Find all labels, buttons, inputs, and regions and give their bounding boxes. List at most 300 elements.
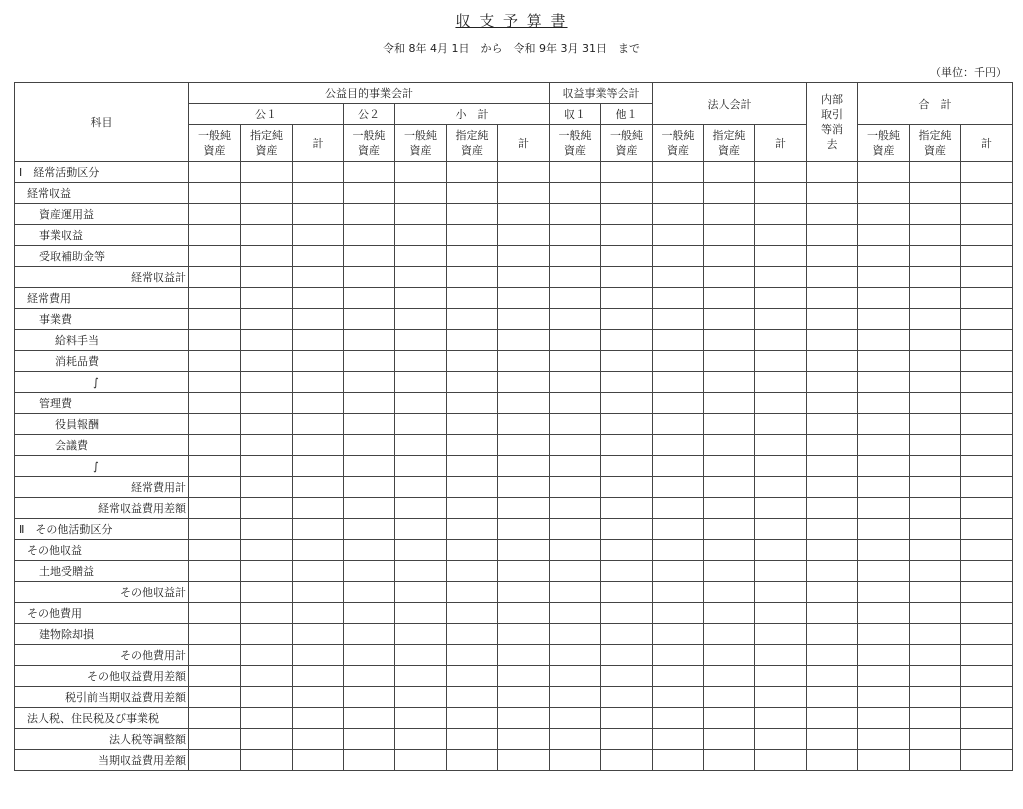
amount-cell[interactable] bbox=[395, 246, 447, 267]
amount-cell[interactable] bbox=[498, 351, 550, 372]
amount-cell[interactable] bbox=[601, 330, 653, 351]
amount-cell[interactable] bbox=[293, 645, 344, 666]
amount-cell[interactable] bbox=[755, 666, 807, 687]
amount-cell[interactable] bbox=[910, 666, 961, 687]
amount-cell[interactable] bbox=[293, 624, 344, 645]
amount-cell[interactable] bbox=[395, 645, 447, 666]
amount-cell[interactable] bbox=[498, 204, 550, 225]
amount-cell[interactable] bbox=[550, 729, 601, 750]
amount-cell[interactable] bbox=[189, 183, 241, 204]
amount-cell[interactable] bbox=[550, 267, 601, 288]
amount-cell[interactable] bbox=[293, 225, 344, 246]
amount-cell[interactable] bbox=[293, 582, 344, 603]
amount-cell[interactable] bbox=[858, 666, 910, 687]
amount-cell[interactable] bbox=[601, 540, 653, 561]
amount-cell[interactable] bbox=[961, 645, 1013, 666]
amount-cell[interactable] bbox=[447, 561, 498, 582]
amount-cell[interactable] bbox=[498, 561, 550, 582]
amount-cell[interactable] bbox=[241, 183, 293, 204]
amount-cell[interactable] bbox=[653, 372, 704, 393]
amount-cell[interactable] bbox=[293, 162, 344, 183]
amount-cell[interactable] bbox=[447, 498, 498, 519]
amount-cell[interactable] bbox=[704, 603, 755, 624]
amount-cell[interactable] bbox=[755, 183, 807, 204]
amount-cell[interactable] bbox=[601, 750, 653, 771]
amount-cell[interactable] bbox=[653, 624, 704, 645]
amount-cell[interactable] bbox=[755, 225, 807, 246]
amount-cell[interactable] bbox=[807, 582, 858, 603]
amount-cell[interactable] bbox=[550, 162, 601, 183]
amount-cell[interactable] bbox=[807, 267, 858, 288]
amount-cell[interactable] bbox=[550, 477, 601, 498]
amount-cell[interactable] bbox=[498, 729, 550, 750]
amount-cell[interactable] bbox=[807, 372, 858, 393]
amount-cell[interactable] bbox=[910, 582, 961, 603]
amount-cell[interactable] bbox=[447, 225, 498, 246]
amount-cell[interactable] bbox=[344, 246, 395, 267]
amount-cell[interactable] bbox=[858, 708, 910, 729]
amount-cell[interactable] bbox=[653, 477, 704, 498]
amount-cell[interactable] bbox=[498, 372, 550, 393]
amount-cell[interactable] bbox=[344, 309, 395, 330]
amount-cell[interactable] bbox=[241, 330, 293, 351]
amount-cell[interactable] bbox=[293, 246, 344, 267]
amount-cell[interactable] bbox=[395, 414, 447, 435]
amount-cell[interactable] bbox=[498, 246, 550, 267]
amount-cell[interactable] bbox=[961, 393, 1013, 414]
amount-cell[interactable] bbox=[653, 183, 704, 204]
amount-cell[interactable] bbox=[241, 645, 293, 666]
amount-cell[interactable] bbox=[344, 204, 395, 225]
amount-cell[interactable] bbox=[241, 582, 293, 603]
amount-cell[interactable] bbox=[293, 708, 344, 729]
amount-cell[interactable] bbox=[189, 267, 241, 288]
amount-cell[interactable] bbox=[395, 666, 447, 687]
amount-cell[interactable] bbox=[858, 288, 910, 309]
amount-cell[interactable] bbox=[653, 162, 704, 183]
amount-cell[interactable] bbox=[344, 708, 395, 729]
amount-cell[interactable] bbox=[807, 414, 858, 435]
amount-cell[interactable] bbox=[807, 561, 858, 582]
amount-cell[interactable] bbox=[807, 666, 858, 687]
amount-cell[interactable] bbox=[601, 582, 653, 603]
amount-cell[interactable] bbox=[395, 309, 447, 330]
amount-cell[interactable] bbox=[344, 750, 395, 771]
amount-cell[interactable] bbox=[653, 519, 704, 540]
amount-cell[interactable] bbox=[550, 624, 601, 645]
amount-cell[interactable] bbox=[755, 246, 807, 267]
amount-cell[interactable] bbox=[395, 540, 447, 561]
amount-cell[interactable] bbox=[447, 330, 498, 351]
amount-cell[interactable] bbox=[601, 708, 653, 729]
amount-cell[interactable] bbox=[858, 435, 910, 456]
amount-cell[interactable] bbox=[189, 498, 241, 519]
amount-cell[interactable] bbox=[807, 246, 858, 267]
amount-cell[interactable] bbox=[550, 414, 601, 435]
amount-cell[interactable] bbox=[601, 225, 653, 246]
amount-cell[interactable] bbox=[395, 498, 447, 519]
amount-cell[interactable] bbox=[293, 456, 344, 477]
amount-cell[interactable] bbox=[653, 351, 704, 372]
amount-cell[interactable] bbox=[550, 435, 601, 456]
amount-cell[interactable] bbox=[189, 519, 241, 540]
amount-cell[interactable] bbox=[755, 540, 807, 561]
amount-cell[interactable] bbox=[395, 750, 447, 771]
amount-cell[interactable] bbox=[755, 414, 807, 435]
amount-cell[interactable] bbox=[755, 624, 807, 645]
amount-cell[interactable] bbox=[550, 561, 601, 582]
amount-cell[interactable] bbox=[498, 624, 550, 645]
amount-cell[interactable] bbox=[293, 288, 344, 309]
amount-cell[interactable] bbox=[858, 204, 910, 225]
amount-cell[interactable] bbox=[498, 645, 550, 666]
amount-cell[interactable] bbox=[395, 477, 447, 498]
amount-cell[interactable] bbox=[961, 540, 1013, 561]
amount-cell[interactable] bbox=[550, 393, 601, 414]
amount-cell[interactable] bbox=[653, 687, 704, 708]
amount-cell[interactable] bbox=[961, 204, 1013, 225]
amount-cell[interactable] bbox=[601, 603, 653, 624]
amount-cell[interactable] bbox=[910, 519, 961, 540]
amount-cell[interactable] bbox=[961, 246, 1013, 267]
amount-cell[interactable] bbox=[704, 435, 755, 456]
amount-cell[interactable] bbox=[910, 162, 961, 183]
amount-cell[interactable] bbox=[807, 456, 858, 477]
amount-cell[interactable] bbox=[755, 561, 807, 582]
amount-cell[interactable] bbox=[241, 351, 293, 372]
amount-cell[interactable] bbox=[858, 645, 910, 666]
amount-cell[interactable] bbox=[704, 351, 755, 372]
amount-cell[interactable] bbox=[858, 456, 910, 477]
amount-cell[interactable] bbox=[189, 603, 241, 624]
amount-cell[interactable] bbox=[293, 351, 344, 372]
amount-cell[interactable] bbox=[807, 393, 858, 414]
amount-cell[interactable] bbox=[550, 603, 601, 624]
amount-cell[interactable] bbox=[910, 708, 961, 729]
amount-cell[interactable] bbox=[755, 330, 807, 351]
amount-cell[interactable] bbox=[344, 351, 395, 372]
amount-cell[interactable] bbox=[189, 666, 241, 687]
amount-cell[interactable] bbox=[961, 162, 1013, 183]
amount-cell[interactable] bbox=[807, 624, 858, 645]
amount-cell[interactable] bbox=[704, 246, 755, 267]
amount-cell[interactable] bbox=[704, 708, 755, 729]
amount-cell[interactable] bbox=[858, 498, 910, 519]
amount-cell[interactable] bbox=[293, 330, 344, 351]
amount-cell[interactable] bbox=[498, 288, 550, 309]
amount-cell[interactable] bbox=[447, 708, 498, 729]
amount-cell[interactable] bbox=[601, 561, 653, 582]
amount-cell[interactable] bbox=[241, 666, 293, 687]
amount-cell[interactable] bbox=[293, 183, 344, 204]
amount-cell[interactable] bbox=[653, 330, 704, 351]
amount-cell[interactable] bbox=[550, 582, 601, 603]
amount-cell[interactable] bbox=[241, 309, 293, 330]
amount-cell[interactable] bbox=[961, 330, 1013, 351]
amount-cell[interactable] bbox=[807, 687, 858, 708]
amount-cell[interactable] bbox=[498, 603, 550, 624]
amount-cell[interactable] bbox=[395, 183, 447, 204]
amount-cell[interactable] bbox=[550, 309, 601, 330]
amount-cell[interactable] bbox=[653, 540, 704, 561]
amount-cell[interactable] bbox=[755, 309, 807, 330]
amount-cell[interactable] bbox=[961, 456, 1013, 477]
amount-cell[interactable] bbox=[961, 372, 1013, 393]
amount-cell[interactable] bbox=[755, 750, 807, 771]
amount-cell[interactable] bbox=[241, 729, 293, 750]
amount-cell[interactable] bbox=[344, 561, 395, 582]
amount-cell[interactable] bbox=[704, 477, 755, 498]
amount-cell[interactable] bbox=[755, 372, 807, 393]
amount-cell[interactable] bbox=[447, 309, 498, 330]
amount-cell[interactable] bbox=[344, 225, 395, 246]
amount-cell[interactable] bbox=[241, 435, 293, 456]
amount-cell[interactable] bbox=[755, 267, 807, 288]
amount-cell[interactable] bbox=[704, 162, 755, 183]
amount-cell[interactable] bbox=[189, 162, 241, 183]
amount-cell[interactable] bbox=[344, 477, 395, 498]
amount-cell[interactable] bbox=[395, 456, 447, 477]
amount-cell[interactable] bbox=[807, 603, 858, 624]
amount-cell[interactable] bbox=[447, 540, 498, 561]
amount-cell[interactable] bbox=[910, 687, 961, 708]
amount-cell[interactable] bbox=[189, 582, 241, 603]
amount-cell[interactable] bbox=[550, 708, 601, 729]
amount-cell[interactable] bbox=[704, 393, 755, 414]
amount-cell[interactable] bbox=[293, 519, 344, 540]
amount-cell[interactable] bbox=[704, 288, 755, 309]
amount-cell[interactable] bbox=[241, 498, 293, 519]
amount-cell[interactable] bbox=[344, 729, 395, 750]
amount-cell[interactable] bbox=[653, 456, 704, 477]
amount-cell[interactable] bbox=[344, 624, 395, 645]
amount-cell[interactable] bbox=[910, 267, 961, 288]
amount-cell[interactable] bbox=[344, 183, 395, 204]
amount-cell[interactable] bbox=[961, 729, 1013, 750]
amount-cell[interactable] bbox=[550, 246, 601, 267]
amount-cell[interactable] bbox=[395, 330, 447, 351]
amount-cell[interactable] bbox=[293, 204, 344, 225]
amount-cell[interactable] bbox=[189, 393, 241, 414]
amount-cell[interactable] bbox=[498, 309, 550, 330]
amount-cell[interactable] bbox=[704, 750, 755, 771]
amount-cell[interactable] bbox=[293, 729, 344, 750]
amount-cell[interactable] bbox=[241, 456, 293, 477]
amount-cell[interactable] bbox=[858, 225, 910, 246]
amount-cell[interactable] bbox=[344, 603, 395, 624]
amount-cell[interactable] bbox=[241, 750, 293, 771]
amount-cell[interactable] bbox=[498, 267, 550, 288]
amount-cell[interactable] bbox=[755, 687, 807, 708]
amount-cell[interactable] bbox=[447, 183, 498, 204]
amount-cell[interactable] bbox=[189, 708, 241, 729]
amount-cell[interactable] bbox=[447, 687, 498, 708]
amount-cell[interactable] bbox=[189, 414, 241, 435]
amount-cell[interactable] bbox=[704, 225, 755, 246]
amount-cell[interactable] bbox=[447, 729, 498, 750]
amount-cell[interactable] bbox=[910, 498, 961, 519]
amount-cell[interactable] bbox=[601, 519, 653, 540]
amount-cell[interactable] bbox=[601, 309, 653, 330]
amount-cell[interactable] bbox=[395, 393, 447, 414]
amount-cell[interactable] bbox=[498, 414, 550, 435]
amount-cell[interactable] bbox=[241, 708, 293, 729]
amount-cell[interactable] bbox=[189, 540, 241, 561]
amount-cell[interactable] bbox=[858, 603, 910, 624]
amount-cell[interactable] bbox=[807, 519, 858, 540]
amount-cell[interactable] bbox=[910, 540, 961, 561]
amount-cell[interactable] bbox=[498, 666, 550, 687]
amount-cell[interactable] bbox=[755, 393, 807, 414]
amount-cell[interactable] bbox=[910, 477, 961, 498]
amount-cell[interactable] bbox=[241, 687, 293, 708]
amount-cell[interactable] bbox=[189, 645, 241, 666]
amount-cell[interactable] bbox=[189, 624, 241, 645]
amount-cell[interactable] bbox=[601, 477, 653, 498]
amount-cell[interactable] bbox=[550, 456, 601, 477]
amount-cell[interactable] bbox=[910, 351, 961, 372]
amount-cell[interactable] bbox=[293, 666, 344, 687]
amount-cell[interactable] bbox=[755, 435, 807, 456]
amount-cell[interactable] bbox=[755, 351, 807, 372]
amount-cell[interactable] bbox=[807, 225, 858, 246]
amount-cell[interactable] bbox=[807, 645, 858, 666]
amount-cell[interactable] bbox=[344, 540, 395, 561]
amount-cell[interactable] bbox=[807, 330, 858, 351]
amount-cell[interactable] bbox=[704, 183, 755, 204]
amount-cell[interactable] bbox=[961, 351, 1013, 372]
amount-cell[interactable] bbox=[447, 162, 498, 183]
amount-cell[interactable] bbox=[344, 162, 395, 183]
amount-cell[interactable] bbox=[961, 225, 1013, 246]
amount-cell[interactable] bbox=[189, 561, 241, 582]
amount-cell[interactable] bbox=[241, 603, 293, 624]
amount-cell[interactable] bbox=[550, 540, 601, 561]
amount-cell[interactable] bbox=[910, 729, 961, 750]
amount-cell[interactable] bbox=[498, 519, 550, 540]
amount-cell[interactable] bbox=[910, 225, 961, 246]
amount-cell[interactable] bbox=[498, 456, 550, 477]
amount-cell[interactable] bbox=[447, 519, 498, 540]
amount-cell[interactable] bbox=[550, 750, 601, 771]
amount-cell[interactable] bbox=[653, 561, 704, 582]
amount-cell[interactable] bbox=[653, 414, 704, 435]
amount-cell[interactable] bbox=[704, 561, 755, 582]
amount-cell[interactable] bbox=[961, 603, 1013, 624]
amount-cell[interactable] bbox=[293, 267, 344, 288]
amount-cell[interactable] bbox=[344, 372, 395, 393]
amount-cell[interactable] bbox=[395, 351, 447, 372]
amount-cell[interactable] bbox=[961, 288, 1013, 309]
amount-cell[interactable] bbox=[189, 435, 241, 456]
amount-cell[interactable] bbox=[189, 351, 241, 372]
amount-cell[interactable] bbox=[498, 582, 550, 603]
amount-cell[interactable] bbox=[550, 330, 601, 351]
amount-cell[interactable] bbox=[858, 183, 910, 204]
amount-cell[interactable] bbox=[807, 540, 858, 561]
amount-cell[interactable] bbox=[704, 729, 755, 750]
amount-cell[interactable] bbox=[395, 162, 447, 183]
amount-cell[interactable] bbox=[293, 687, 344, 708]
amount-cell[interactable] bbox=[755, 456, 807, 477]
amount-cell[interactable] bbox=[395, 372, 447, 393]
amount-cell[interactable] bbox=[241, 393, 293, 414]
amount-cell[interactable] bbox=[344, 330, 395, 351]
amount-cell[interactable] bbox=[189, 477, 241, 498]
amount-cell[interactable] bbox=[910, 204, 961, 225]
amount-cell[interactable] bbox=[395, 561, 447, 582]
amount-cell[interactable] bbox=[601, 624, 653, 645]
amount-cell[interactable] bbox=[395, 267, 447, 288]
amount-cell[interactable] bbox=[189, 246, 241, 267]
amount-cell[interactable] bbox=[395, 624, 447, 645]
amount-cell[interactable] bbox=[550, 519, 601, 540]
amount-cell[interactable] bbox=[704, 204, 755, 225]
amount-cell[interactable] bbox=[293, 435, 344, 456]
amount-cell[interactable] bbox=[653, 729, 704, 750]
amount-cell[interactable] bbox=[447, 204, 498, 225]
amount-cell[interactable] bbox=[755, 729, 807, 750]
amount-cell[interactable] bbox=[601, 393, 653, 414]
amount-cell[interactable] bbox=[189, 372, 241, 393]
amount-cell[interactable] bbox=[241, 288, 293, 309]
amount-cell[interactable] bbox=[858, 477, 910, 498]
amount-cell[interactable] bbox=[344, 456, 395, 477]
amount-cell[interactable] bbox=[910, 645, 961, 666]
amount-cell[interactable] bbox=[961, 687, 1013, 708]
amount-cell[interactable] bbox=[550, 288, 601, 309]
amount-cell[interactable] bbox=[447, 246, 498, 267]
amount-cell[interactable] bbox=[755, 708, 807, 729]
amount-cell[interactable] bbox=[498, 750, 550, 771]
amount-cell[interactable] bbox=[807, 750, 858, 771]
amount-cell[interactable] bbox=[807, 351, 858, 372]
amount-cell[interactable] bbox=[755, 477, 807, 498]
amount-cell[interactable] bbox=[653, 435, 704, 456]
amount-cell[interactable] bbox=[550, 351, 601, 372]
amount-cell[interactable] bbox=[293, 750, 344, 771]
amount-cell[interactable] bbox=[601, 666, 653, 687]
amount-cell[interactable] bbox=[807, 288, 858, 309]
amount-cell[interactable] bbox=[344, 645, 395, 666]
amount-cell[interactable] bbox=[447, 456, 498, 477]
amount-cell[interactable] bbox=[344, 288, 395, 309]
amount-cell[interactable] bbox=[189, 330, 241, 351]
amount-cell[interactable] bbox=[447, 603, 498, 624]
amount-cell[interactable] bbox=[961, 750, 1013, 771]
amount-cell[interactable] bbox=[704, 267, 755, 288]
amount-cell[interactable] bbox=[653, 267, 704, 288]
amount-cell[interactable] bbox=[344, 267, 395, 288]
amount-cell[interactable] bbox=[858, 561, 910, 582]
amount-cell[interactable] bbox=[807, 162, 858, 183]
amount-cell[interactable] bbox=[498, 435, 550, 456]
amount-cell[interactable] bbox=[447, 351, 498, 372]
amount-cell[interactable] bbox=[858, 309, 910, 330]
amount-cell[interactable] bbox=[755, 582, 807, 603]
amount-cell[interactable] bbox=[189, 456, 241, 477]
amount-cell[interactable] bbox=[601, 498, 653, 519]
amount-cell[interactable] bbox=[653, 708, 704, 729]
amount-cell[interactable] bbox=[344, 498, 395, 519]
amount-cell[interactable] bbox=[601, 687, 653, 708]
amount-cell[interactable] bbox=[755, 645, 807, 666]
amount-cell[interactable] bbox=[961, 666, 1013, 687]
amount-cell[interactable] bbox=[755, 519, 807, 540]
amount-cell[interactable] bbox=[858, 246, 910, 267]
amount-cell[interactable] bbox=[961, 309, 1013, 330]
amount-cell[interactable] bbox=[498, 708, 550, 729]
